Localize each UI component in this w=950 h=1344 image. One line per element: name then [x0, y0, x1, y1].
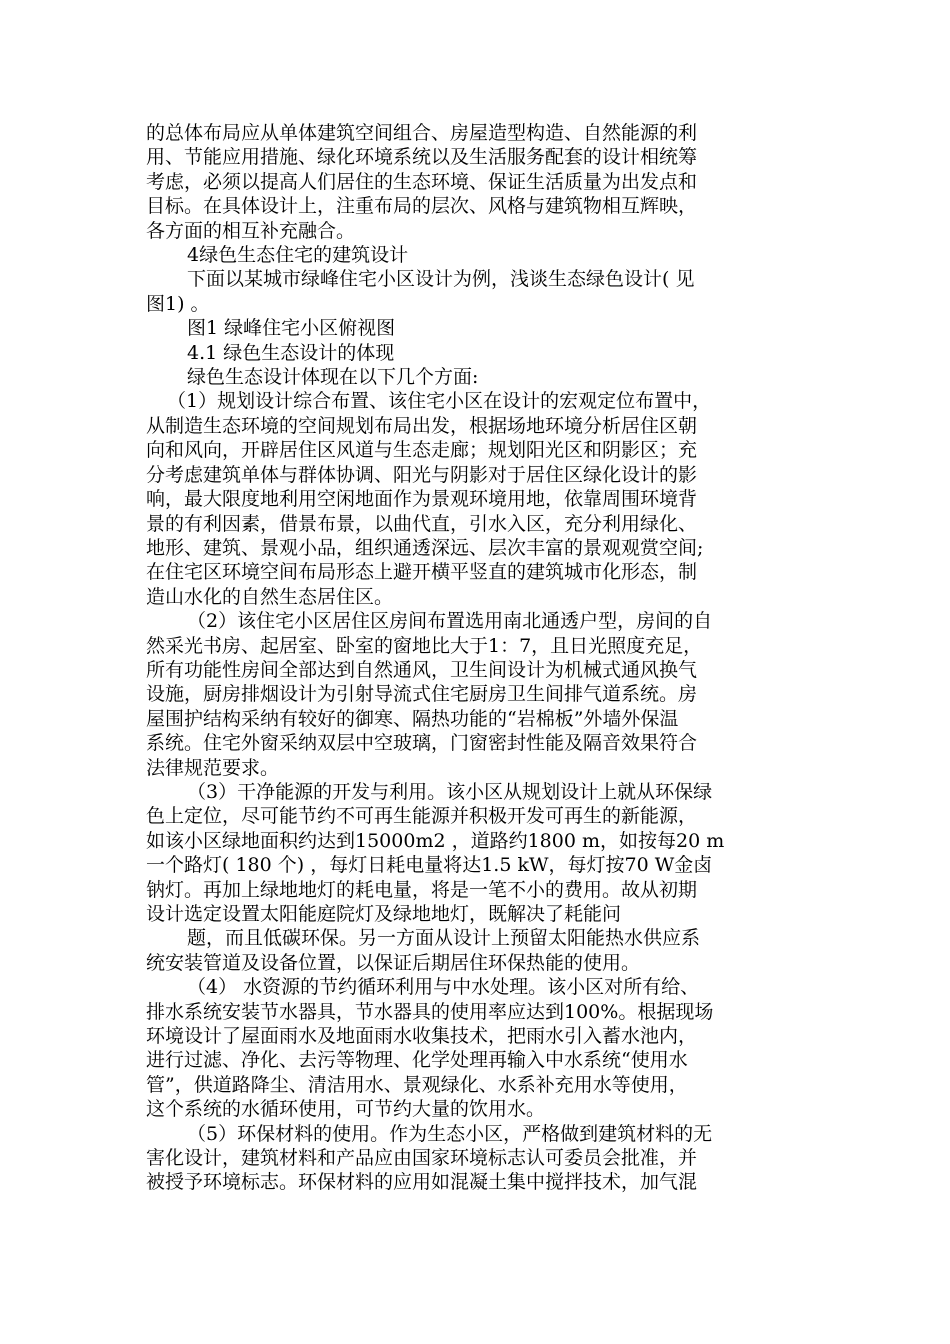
text-line: 地形、建筑、景观小品，组织通透深远、层次丰富的景观观赏空间; — [146, 536, 704, 559]
text-line: 目标。在具体设计上，注重布局的层次、风格与建筑物相互辉映， — [146, 195, 698, 218]
text-line: 的总体布局应从单体建筑空间组合、房屋造型构造、自然能源的利 — [146, 122, 698, 144]
text-line: （5）环保材料的使用。作为生态小区，严格做到建筑材料的无 — [187, 1122, 713, 1145]
text-line: （1）规划设计综合布置、该住宅小区在设计的宏观定位布置中， — [167, 390, 712, 413]
text-line: 如该小区绿地面积约达到15000m2 ，道路约1800 m，如按每20 m — [146, 829, 725, 852]
paragraph-item-2 — [146, 609, 816, 780]
text-line: 用、节能应用措施、绿化环境系统以及生活服务配套的设计相统筹 — [146, 146, 698, 169]
text-line: （4） 水资源的节约循环利用与中水处理。该小区对所有给、 — [187, 976, 700, 999]
text-line: 各方面的相互补充融合。 — [146, 219, 356, 242]
text-line: 在住宅区环境空间布局形态上避开横平竖直的建筑城市化形态，制 — [146, 561, 698, 584]
paragraph-item-3 — [146, 780, 816, 926]
text-line: 钠灯。再加上绿地地灯的耗电量，将是一笔不小的费用。故从初期 — [146, 878, 698, 901]
paragraph-item-5 — [146, 1122, 816, 1195]
text-line: 害化设计，建筑材料和产品应由国家环境标志认可委员会批准，并 — [146, 1147, 698, 1170]
text-line: 环境设计了屋面雨水及地面雨水收集技术，把雨水引入蓄水池内， — [146, 1025, 698, 1048]
text-line: 系统。住宅外窗采纳双层中空玻璃，门窗密封性能及隔音效果符合 — [146, 732, 698, 755]
paragraph-item-1 — [146, 389, 816, 609]
document-body — [146, 121, 816, 1195]
text-line: 图1) 。 — [146, 292, 210, 315]
text-line: 被授予环境标志。环保材料的应用如混凝土集中搅拌技术，加气混 — [146, 1171, 698, 1194]
text-line: 屋围护结构采纳有较好的御寒、隔热功能的“岩棉板”外墙外保温 — [146, 707, 679, 730]
text-line: 所有功能性房间全部达到自然通风，卫生间设计为机械式通风换气 — [146, 658, 698, 681]
text-line: 管”，供道路降尘、清洁用水、景观绿化、水系补充用水等使用， — [146, 1073, 688, 1096]
text-line: 题，而且低碳环保。另一方面从设计上预留太阳能热水供应系 — [187, 927, 701, 950]
text-line: 这个系统的水循环使用，可节约大量的饮用水。 — [146, 1098, 546, 1121]
text-line: 4.1 绿色生态设计的体现 — [187, 341, 395, 364]
text-line: 设计选定设置太阳能庭院灯及绿地地灯，既解决了耗能问 — [146, 903, 622, 925]
section-heading-4-1 — [146, 341, 816, 365]
paragraph-layout-intro — [146, 121, 816, 243]
paragraph-item-3-continued — [146, 926, 816, 975]
text-line: 响，最大限度地利用空闲地面作为景观环境用地，依靠周围环境背 — [146, 488, 698, 511]
paragraph-aspects-intro — [146, 365, 816, 389]
figure-caption — [146, 316, 816, 340]
text-line: 排水系统安装节水器具，节水器具的使用率应达到100%。根据现场 — [146, 1000, 714, 1023]
text-line: 图1 绿峰住宅小区俯视图 — [187, 317, 396, 340]
text-line: 分考虑建筑单体与群体协调、阳光与阴影对于居住区绿化设计的影 — [146, 463, 698, 486]
section-heading-4 — [146, 243, 816, 267]
text-line: 进行过滤、净化、去污等物理、化学处理再输入中水系统“使用水 — [146, 1049, 688, 1072]
text-line: 然采光书房、起居室、卧室的窗地比大于1：7，且日光照度充足， — [146, 634, 703, 657]
text-line: 向和风向，开辟居住区风道与生态走廊；规划阳光区和阴影区；充 — [146, 439, 698, 462]
text-line: 景的有利因素，借景布景，以曲代直，引水入区，充分利用绿化、 — [146, 512, 698, 535]
text-line: （2）该住宅小区居住区房间布置选用南北通透户型，房间的自 — [187, 610, 713, 633]
text-line: 4绿色生态住宅的建筑设计 — [187, 244, 409, 267]
text-line: （3）干净能源的开发与利用。该小区从规划设计上就从环保绿 — [187, 780, 713, 803]
paragraph-example-intro — [146, 267, 816, 316]
text-line: 设施，厨房排烟设计为引射导流式住宅厨房卫生间排气道系统。房 — [146, 683, 698, 706]
text-line: 法律规范要求。 — [146, 756, 280, 779]
text-line: 下面以某城市绿峰住宅小区设计为例，浅谈生态绿色设计( 见 — [187, 268, 695, 291]
text-line: 一个路灯( 180 个) ，每灯日耗电量将达1.5 kW，每灯按70 W金卤 — [146, 854, 713, 877]
paragraph-item-4 — [146, 975, 816, 1121]
text-line: 色上定位，尽可能节约不可再生能源并积极开发可再生的新能源， — [146, 805, 698, 828]
text-line: 绿色生态设计体现在以下几个方面: — [187, 366, 479, 389]
text-line: 统安装管道及设备位置，以保证后期居住环保热能的使用。 — [146, 951, 641, 974]
text-line: 造山水化的自然生态居住区。 — [146, 585, 394, 608]
text-line: 从制造生态环境的空间规划布局出发，根据场地环境分析居住区朝 — [146, 414, 698, 437]
text-line: 考虑，必须以提高人们居住的生态环境、保证生活质量为出发点和 — [146, 170, 698, 193]
